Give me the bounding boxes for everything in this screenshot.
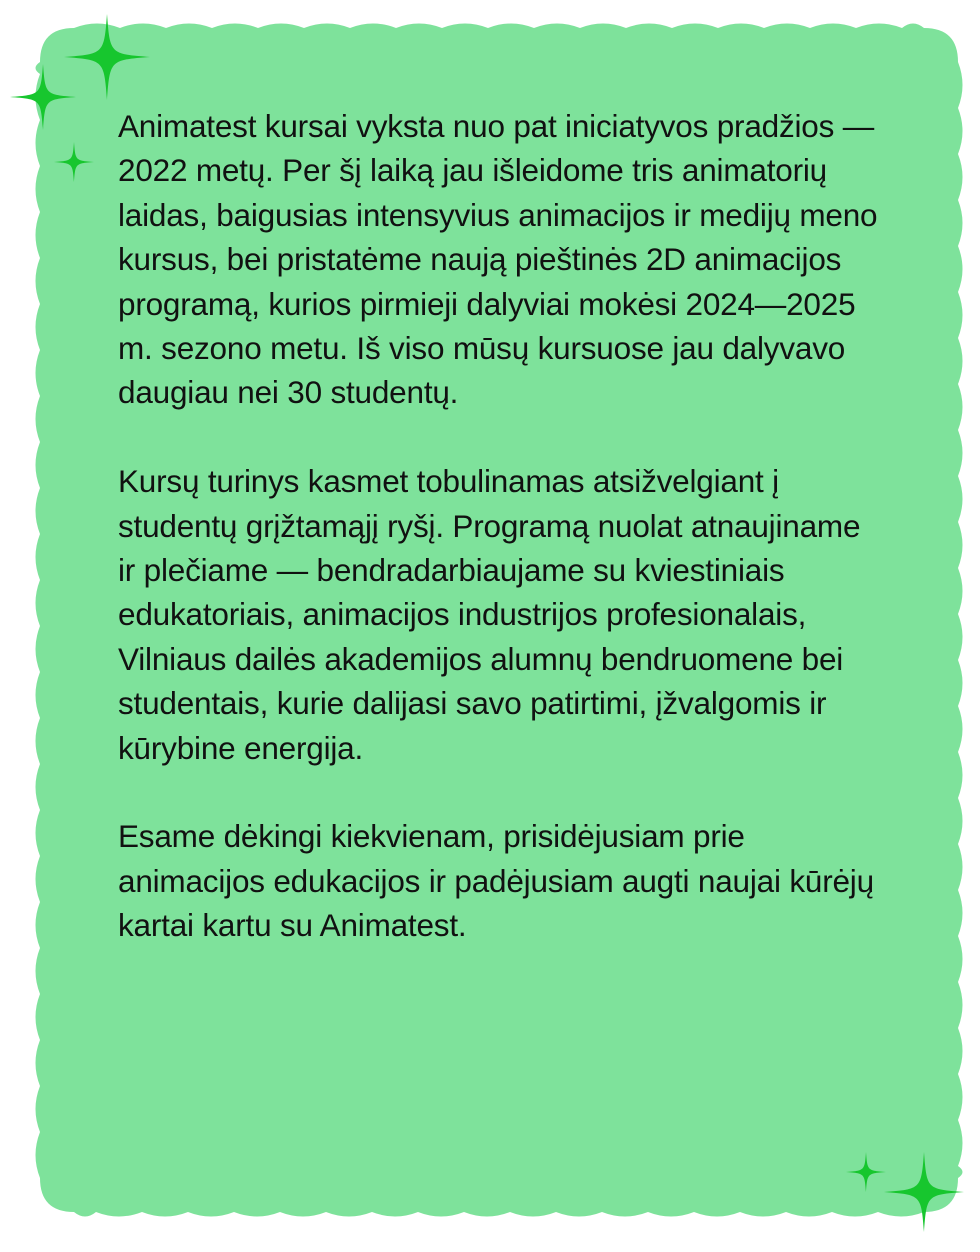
sparkle-icon [884,1152,964,1232]
paragraph-curriculum: Kursų turinys kasmet tobulinamas atsižvelgiant į studentų grįžtamąjį ryšį. Programą nuolat atnaujiname ir plečiame — bendradarbiaujame su kviestiniais edukatoriais, animacijos industrijos profesionalais, Vilniaus dailės akademijos alumnų bendruomene bei studentais, kurie dalijasi savo patirtimi, įžvalgomis ir kūrybine energija. [118,463,861,766]
paragraph-thanks: Esame dėkingi kiekvienam, prisidėjusiam prie animacijos edukacijos ir padėjusiam augti naujai kūrėjų kartai kartu su Animatest. [118,818,874,944]
sparkle-icon [846,1152,886,1192]
body-text [118,104,878,992]
sparkle-icon [64,14,150,100]
sparkle-icon [54,142,94,182]
paragraph-history: Animatest kursai vyksta nuo pat iniciatyvos pradžios — 2022 metų. Per šį laiką jau išleidome tris animatorių laidas, baigusias intensyvius animacijos ir medijų meno kursus, bei pristatėme naują pieštinės 2D animacijos programą, kurios pirmieji dalyviai mokėsi 2024—2025 m. sezono metu. Iš viso mūsų kursuose jau dalyvavo daugiau nei 30 studentų. [118,108,878,411]
sparkle-icon [10,64,76,130]
